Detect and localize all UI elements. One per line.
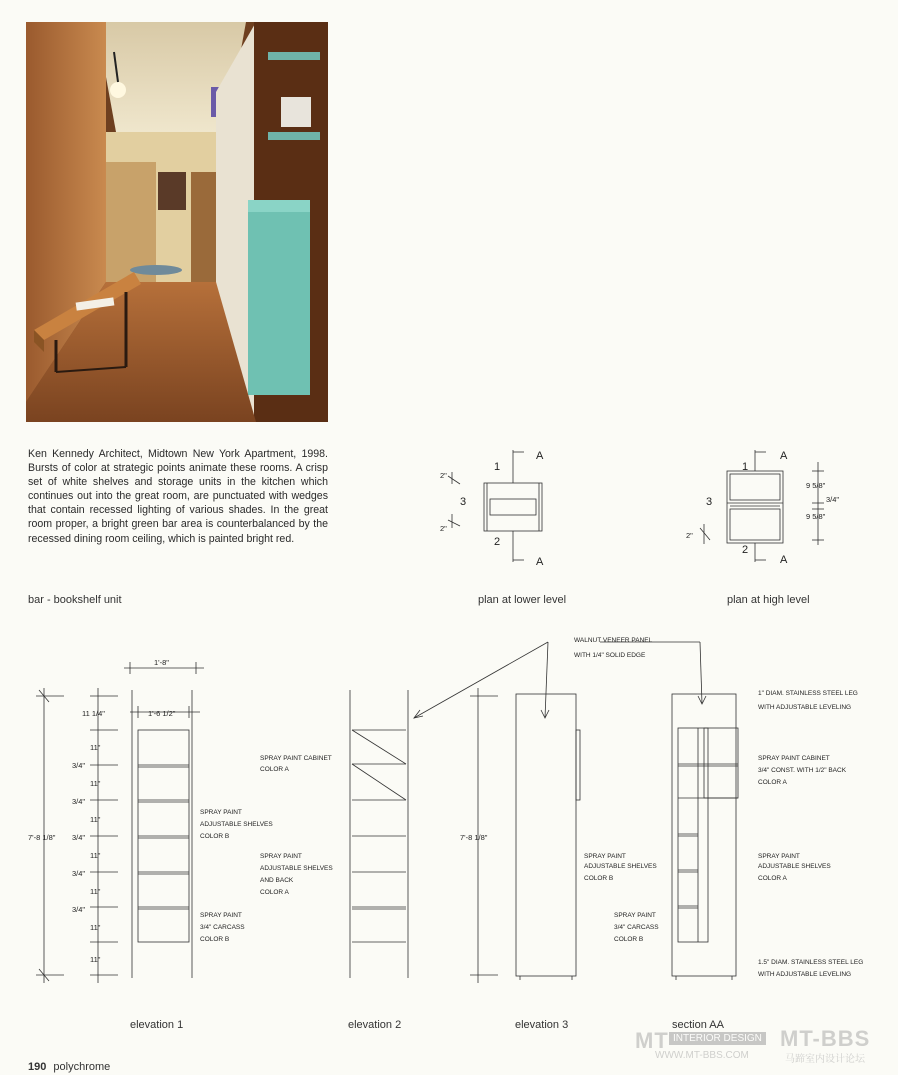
label-elevation-3: elevation 3 (515, 1019, 569, 1031)
plan-high-dim-34: 3/4" (826, 495, 840, 504)
e1-space-4: 11" (90, 851, 101, 860)
note-leg-top-2: WITH ADJUSTABLE LEVELING (758, 704, 852, 711)
note-shelves-b-2: ADJUSTABLE SHELVES (200, 821, 273, 828)
watermark-logo (585, 1002, 885, 1064)
note-sec-shelves-1: SPRAY PAINT (758, 853, 800, 860)
e1-total-height: 7'-8 1/8" (28, 833, 56, 842)
note-shelves-b-3: COLOR B (200, 833, 230, 840)
note-walnut-1: WALNUT VENEER PANEL (574, 637, 653, 644)
note-shelves-b-1: SPRAY PAINT (200, 809, 242, 816)
watermark-cn: 马蹄室内设计论坛 (785, 1054, 865, 1065)
e1-space-3: 11" (90, 815, 101, 824)
e1-space-1: 11" (90, 743, 101, 752)
label-plan-high: plan at high level (727, 594, 810, 606)
page-number: 190 (28, 1061, 47, 1073)
note-cab-a-2: COLOR A (260, 766, 289, 773)
label-elevation-1: elevation 1 (130, 1019, 184, 1031)
plan-high-a-bottom: A (780, 554, 788, 566)
e1-shelf-4: 3/4" (72, 869, 86, 878)
e1-top-space: 11 1/4" (82, 709, 105, 718)
e1-shelf-2: 3/4" (72, 797, 86, 806)
section-aa-drawing (672, 694, 738, 980)
elevation-3-drawing (414, 642, 706, 980)
note-e3-shelves-3: COLOR B (584, 875, 614, 882)
e1-top-width: 1'-8" (154, 658, 169, 667)
label-elevation-2: elevation 2 (348, 1019, 402, 1031)
label-plan-lower: plan at lower level (478, 594, 567, 606)
note-leg-top-1: 1" DIAM. STAINLESS STEEL LEG (758, 690, 858, 697)
plan-lower-n2: 2 (494, 536, 501, 548)
note-shelves-back-2: ADJUSTABLE SHELVES (260, 865, 333, 872)
plan-high-n1: 1 (742, 461, 749, 473)
note-e3-shelves-2: ADJUSTABLE SHELVES (584, 863, 657, 870)
note-carcass-2: 3/4" CARCASS (200, 924, 245, 931)
note-sec-shelves-2: ADJUSTABLE SHELVES (758, 863, 831, 870)
page-footer (28, 1061, 110, 1073)
e1-shelf-5: 3/4" (72, 905, 86, 914)
note-sec-shelves-3: COLOR A (758, 875, 787, 882)
watermark-url: WWW.MT-BBS.COM (655, 1050, 749, 1061)
plan-high-dim-958-top: 9 5/8" (806, 481, 826, 490)
watermark-mt-left: MT (635, 1028, 669, 1053)
note-sec-cab-3: COLOR A (758, 779, 787, 786)
note-e3-carcass-2: 3/4" CARCASS (614, 924, 659, 931)
plan-high-drawing (700, 450, 824, 562)
plan-high-n3: 3 (706, 496, 713, 508)
plan-lower-dim-top: 2" (440, 471, 447, 480)
plan-lower-a-bottom: A (536, 556, 544, 568)
plan-lower-a-top: A (536, 450, 544, 462)
label-section-aa: section AA (672, 1019, 724, 1031)
plan-lower-n3: 3 (460, 496, 467, 508)
e1-space-5: 11" (90, 887, 101, 896)
e1-space-2: 11" (90, 779, 101, 788)
note-leg-bot-1: 1.5" DIAM. STAINLESS STEEL LEG (758, 959, 864, 966)
watermark-mt-bbs: MT-BBS (780, 1026, 871, 1051)
note-e3-carcass-1: SPRAY PAINT (614, 912, 656, 919)
note-leg-bot-2: WITH ADJUSTABLE LEVELING (758, 971, 852, 978)
caption-text: Ken Kennedy Architect, Midtown New York Apartment, 1998. Bursts of color at strategic points animate these rooms. A crisp set of white shelves and storage units in the kitchen which continues out into the great room, are punctuated with wedges that contain recessed lighting of various shades. In the great room proper, a bright green bar area is counterbalanced by the recessed dining room ceiling, which is painted bright red. (28, 448, 328, 545)
note-e3-shelves-1: SPRAY PAINT (584, 853, 626, 860)
note-e3-carcass-3: COLOR B (614, 936, 644, 943)
e1-shelf-3: 3/4" (72, 833, 86, 842)
e2-total-height: 7'-8 1/8" (460, 833, 488, 842)
plan-high-a-top: A (780, 450, 788, 462)
note-walnut-2: WITH 1/4" SOLID EDGE (574, 652, 646, 659)
e1-space-6: 11" (90, 923, 101, 932)
label-bar-bookshelf-unit: bar - bookshelf unit (28, 594, 122, 606)
plan-high-dim-2in: 2" (686, 531, 693, 540)
note-sec-cab-2: 3/4" CONST. WITH 1/2" BACK (758, 767, 847, 774)
note-shelves-back-1: SPRAY PAINT (260, 853, 302, 860)
e1-shelf-1: 3/4" (72, 761, 86, 770)
plan-high-n2: 2 (742, 544, 749, 556)
note-sec-cab-1: SPRAY PAINT CABINET (758, 755, 830, 762)
section-name: polychrome (53, 1061, 111, 1073)
plan-high-dim-958-bottom: 9 5/8" (806, 512, 826, 521)
plan-lower-dim-bottom: 2" (440, 524, 447, 533)
note-carcass-3: COLOR B (200, 936, 230, 943)
note-carcass-1: SPRAY PAINT (200, 912, 242, 919)
note-shelves-back-3: AND BACK (260, 877, 294, 884)
note-cab-a-1: SPRAY PAINT CABINET (260, 755, 332, 762)
e1-inner-width: 1'-6 1/2" (148, 709, 176, 718)
note-shelves-back-4: COLOR A (260, 889, 289, 896)
elevation-1-drawing (36, 662, 204, 983)
e1-space-7: 11" (90, 955, 101, 964)
watermark-interior-design: INTERIOR DESIGN (669, 1032, 766, 1045)
plan-lower-n1: 1 (494, 461, 501, 473)
